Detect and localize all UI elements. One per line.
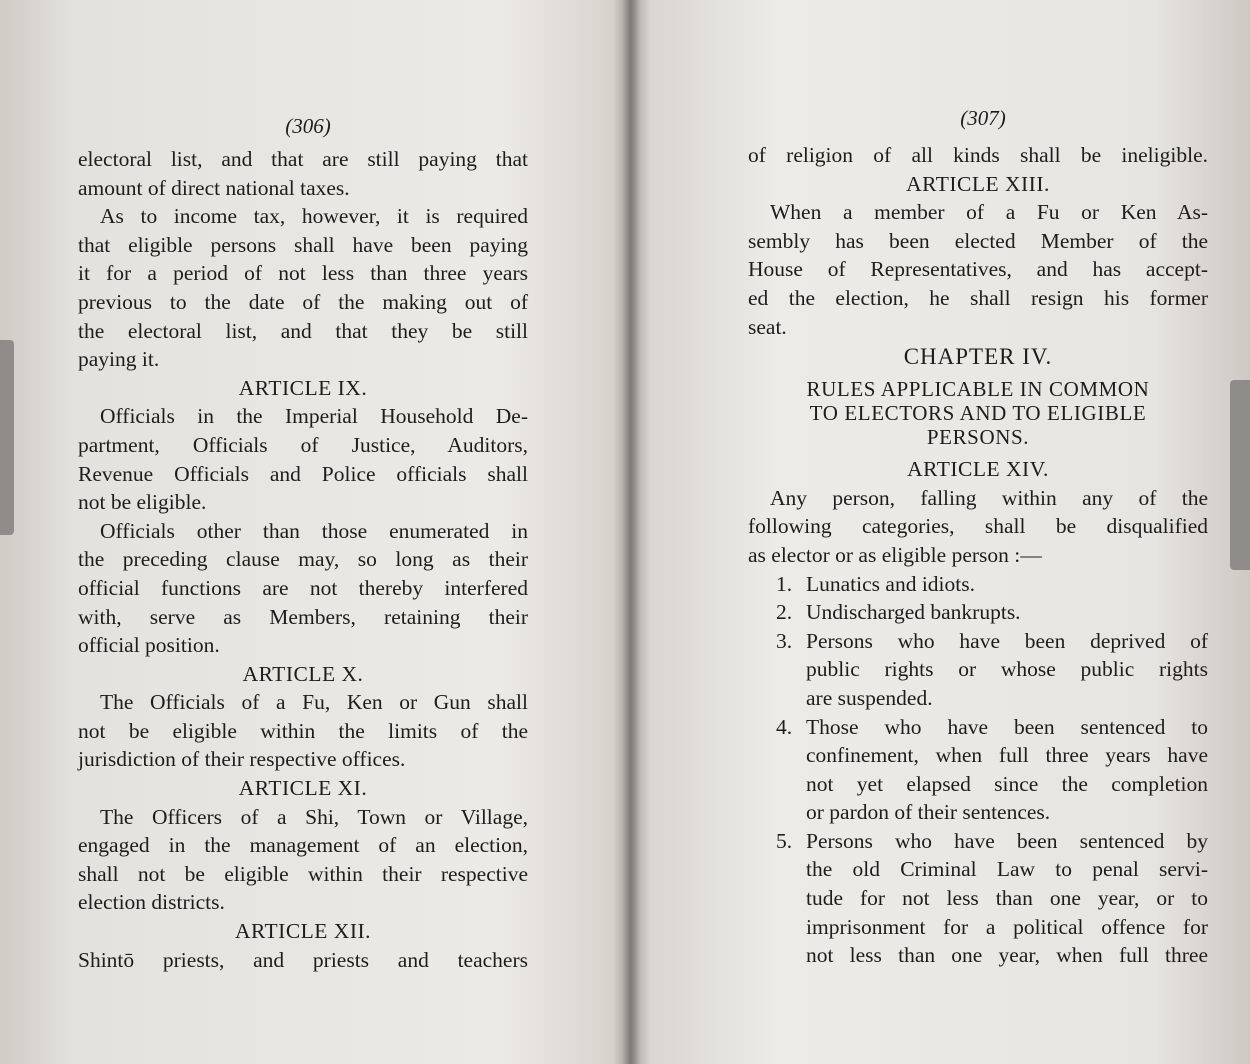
text-line: not be eligible. (78, 490, 207, 515)
item-text: Undischarged bankrupts. (806, 600, 1021, 625)
text-line: it for a period of not less than three years (78, 261, 528, 286)
item-text: or pardon of their sentences. (806, 800, 1051, 825)
item-text: not less than one year, when full three (806, 943, 1208, 968)
text-line: ed the election, he shall resign his former (748, 285, 1208, 310)
item-text: Lunatics and idiots. (806, 571, 975, 596)
right-page (748, 0, 1208, 1064)
text-line: House of Representatives, and has accept- (748, 257, 1208, 282)
book-gutter (622, 0, 640, 1064)
text-line: Shintō priests, and priests and teachers (78, 947, 528, 972)
text-line: official position. (78, 633, 220, 658)
list-item (748, 570, 1208, 599)
text-line: previous to the date of the making out of (78, 289, 528, 314)
item-number: 3. (776, 628, 793, 653)
chapter-title-line: RULES APPLICABLE IN COMMON (806, 377, 1150, 402)
item-text: confinement, when full three years have (806, 743, 1208, 768)
text-line: Any person, falling within any of the (770, 485, 1208, 510)
item-number: 2. (776, 600, 793, 625)
chapter-title-line: TO ELECTORS AND TO ELIGIBLE (809, 401, 1147, 426)
text-line: As to income tax, however, it is required (100, 204, 528, 229)
text-line: seat. (748, 314, 787, 339)
article-xiv-intro (748, 484, 1208, 570)
article-xiii-heading: ARTICLE XIII. (906, 171, 1050, 196)
article-ix-heading: ARTICLE IX. (238, 375, 368, 400)
paragraph-income-tax (78, 202, 528, 374)
text-line: the electoral list, and that they be still (78, 318, 528, 343)
text-line: Officials in the Imperial Household De- (100, 404, 528, 429)
left-page (78, 0, 528, 1064)
item-text: are suspended. (806, 685, 933, 710)
page-number-left: (306) (285, 114, 331, 138)
page-tab-marker-left (0, 340, 14, 535)
item-text: public rights or whose public rights (806, 657, 1208, 682)
text-line: amount of direct national taxes. (78, 175, 350, 200)
text-line: as elector or as eligible person :— (748, 542, 1042, 567)
text-line-continuation: of religion of all kinds shall be ineligible. (748, 143, 1208, 167)
item-number: 4. (776, 714, 793, 739)
paragraph-electoral-list (78, 145, 528, 202)
item-text: not yet elapsed since the completion (806, 771, 1208, 796)
article-x-heading: ARTICLE X. (242, 661, 364, 686)
article-xi-paragraph (78, 803, 528, 917)
text-line: official functions are not thereby interfered (78, 575, 528, 600)
disqualification-list (748, 570, 1208, 970)
text-line: partment, Officials of Justice, Auditors, (78, 432, 528, 457)
text-line: The Officials of a Fu, Ken or Gun shall (100, 690, 528, 715)
item-text: tude for not less than one year, or to (806, 886, 1208, 911)
article-xi-heading: ARTICLE XI. (238, 776, 368, 801)
text-line: paying it. (78, 347, 160, 372)
text-line: Officials other than those enumerated in (100, 518, 528, 543)
text-line: the preceding clause may, so long as their (78, 547, 528, 572)
item-text: imprisonment for a political offence for (806, 914, 1208, 939)
article-xii-heading: ARTICLE XII. (234, 919, 372, 944)
page-tab-marker-right (1230, 380, 1250, 570)
item-text: Persons who have been sentenced by (806, 828, 1208, 853)
item-text: Those who have been sentenced to (806, 714, 1208, 739)
article-x-paragraph (78, 688, 528, 774)
text-line: electoral list, and that are still paying that (78, 147, 528, 171)
item-text: the old Criminal Law to penal servi- (806, 857, 1208, 882)
text-line: with, serve as Members, retaining their (78, 604, 528, 629)
list-item (748, 627, 1208, 713)
text-line: that eligible persons shall have been paying (78, 232, 528, 257)
article-ix-paragraph-1 (78, 402, 528, 516)
article-xiv-heading: ARTICLE XIV. (907, 457, 1049, 482)
chapter-title (748, 377, 1208, 449)
item-text: Persons who have been deprived of (806, 628, 1208, 653)
text-line: When a member of a Fu or Ken As- (770, 200, 1208, 225)
text-line: The Officers of a Shi, Town or Village, (100, 804, 528, 829)
item-number: 1. (776, 571, 793, 596)
item-number: 5. (776, 828, 793, 853)
text-line: engaged in the management of an election, (78, 833, 528, 858)
article-xii-paragraph (78, 946, 528, 975)
list-item (748, 827, 1208, 970)
list-item (748, 713, 1208, 827)
text-line: sembly has been elected Member of the (748, 228, 1208, 253)
text-line: Revenue Officials and Police officials shall (78, 461, 528, 486)
chapter-heading: CHAPTER IV. (903, 344, 1053, 370)
text-line: election districts. (78, 890, 225, 915)
page-number-right: (307) (960, 106, 1006, 130)
chapter-title-line: PERSONS. (926, 425, 1030, 450)
text-line: not be eligible within the limits of the (78, 718, 528, 743)
text-line: following categories, shall be disqualified (748, 514, 1208, 539)
text-line: shall not be eligible within their respective (78, 861, 528, 886)
article-xiii-paragraph (748, 198, 1208, 341)
article-ix-paragraph-2 (78, 517, 528, 660)
text-line: jurisdiction of their respective offices. (78, 747, 406, 772)
list-item (748, 598, 1208, 627)
